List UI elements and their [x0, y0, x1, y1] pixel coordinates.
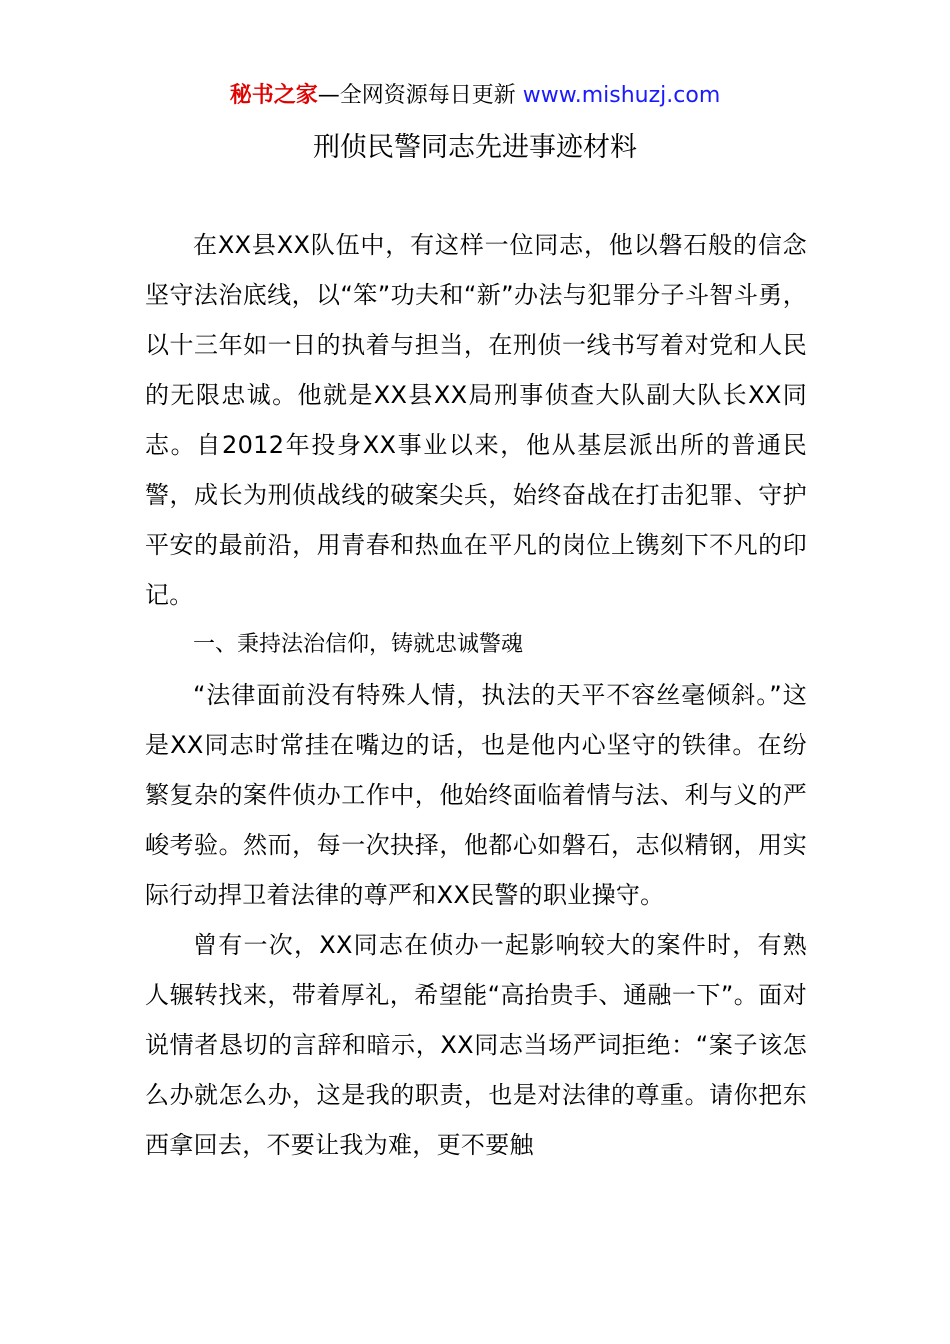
site-header — [0, 80, 950, 112]
site-url-link[interactable]: www.mishuzj.com — [522, 83, 721, 108]
document-title: 刑侦民警同志先进事迹材料 — [313, 132, 637, 163]
section-heading-1: 一、秉持法治信仰，铸就忠诚警魂 — [193, 632, 524, 657]
brand-name: 秘书之家 — [229, 83, 318, 108]
document-body — [145, 220, 807, 1170]
paragraph-section1-b: 曾有一次，XX同志在侦办一起影响较大的案件时，有熟人辗转找来，带着厚礼，希望能“高抬贵手、通融一下”。面对说情者恳切的言辞和暗示，XX同志当场严词拒绝：“案子该怎么办就怎么办，这是我的职责，也是对法律的尊重。请你把东西拿回去，不要让我为难，更不要触 — [145, 931, 807, 1159]
paragraph-section1-a: “法律面前没有特殊人情，执法的天平不容丝毫倾斜。”这是XX同志时常挂在嘴边的话，也是他内心坚守的铁律。在纷繁复杂的案件侦办工作中，他始终面临着情与法、利与义的严峻考验。然而，每一次抉择，他都心如磐石，志似精钢，用实际行动捍卫着法律的尊严和XX民警的职业操守。 — [145, 681, 807, 909]
brand-slogan: —全网资源每日更新 — [317, 83, 516, 108]
paragraph-intro: 在XX县XX队伍中，有这样一位同志，他以磐石般的信念坚守法治底线，以“笨”功夫和“新”办法与犯罪分子斗智斗勇，以十三年如一日的执着与担当，在刑侦一线书写着对党和人民的无限忠诚。他就是XX县XX局刑事侦查大队副大队长XX同志。自2012年投身XX事业以来，他从基层派出所的普通民警，成长为刑侦战线的破案尖兵，始终奋战在打击犯罪、守护平安的最前沿，用青春和热血在平凡的岗位上镌刻下不凡的印记。 — [145, 231, 807, 609]
